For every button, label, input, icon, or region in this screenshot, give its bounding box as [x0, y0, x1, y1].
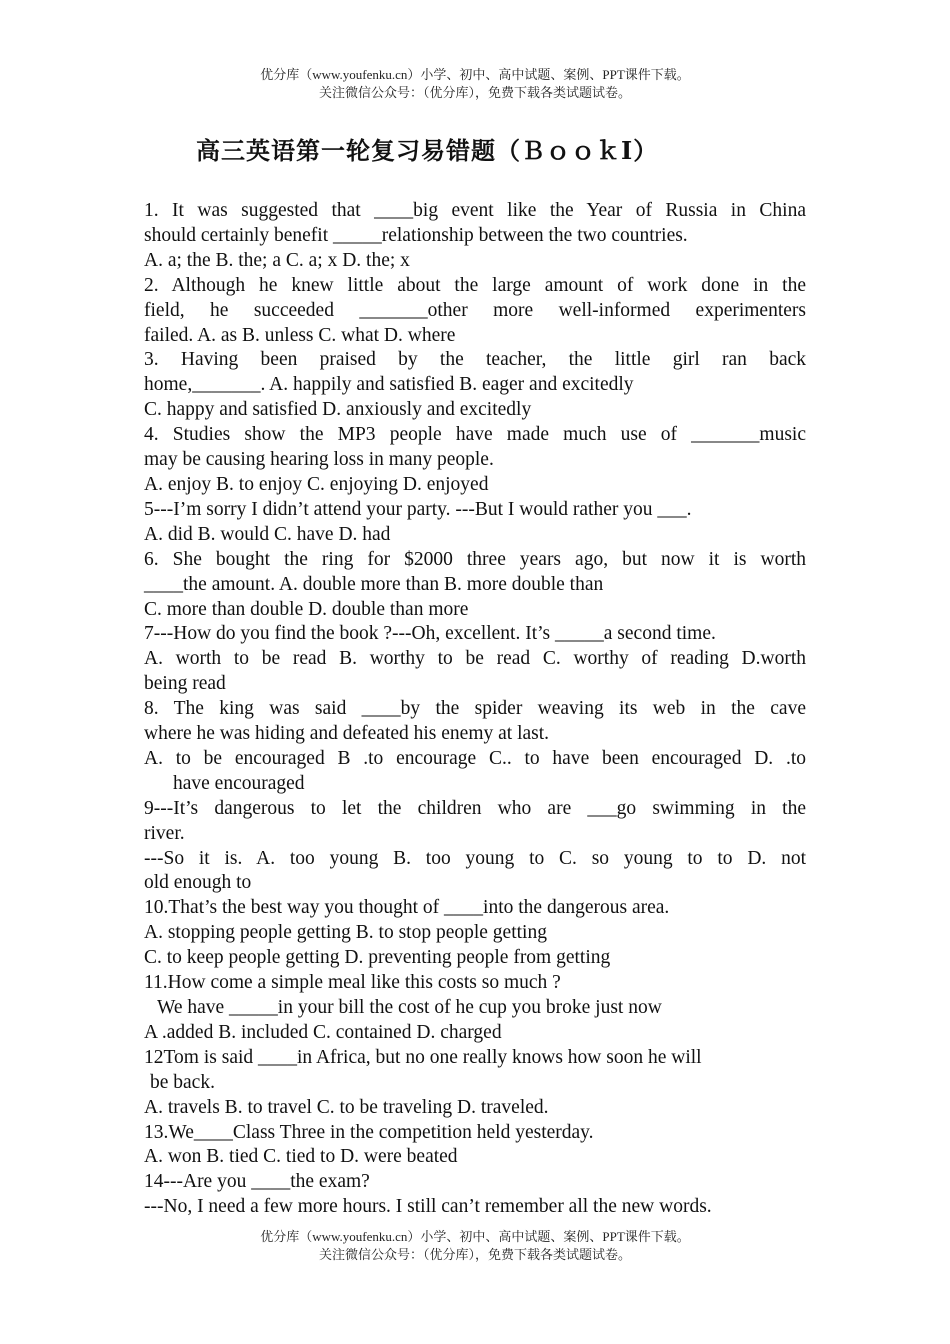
text-line: A. travels B. to travel C. to be traveling D. traveled. [144, 1096, 549, 1118]
header-line-1: 优分库（www.youfenku.cn）小学、初中、高中试题、案例、PPT课件下载。 [260, 67, 690, 82]
text-line: failed. A. as B. unless C. what D. where [144, 324, 456, 346]
footer-line-1: 优分库（www.youfenku.cn）小学、初中、高中试题、案例、PPT课件下载。 [260, 1229, 690, 1244]
text-line: 11.How come a simple meal like this costs so much ? [144, 972, 561, 994]
text-line: 8. The king was said ____by the spider weaving its web in the cave [144, 698, 806, 720]
text-line: field, he succeeded _______other more well-informed experimenters [144, 299, 806, 321]
text-line: A. to be encouraged B .to encourage C.. to have been encouraged D. .to [144, 747, 806, 769]
text-line: ____the amount. A. double more than B. more double than [144, 573, 604, 595]
text-line: A. won B. tied C. tied to D. were beated [144, 1146, 458, 1168]
document-title: 高三英语第一轮复习易错题（ＢｏｏｋⅠ） [196, 136, 659, 165]
text-line: 4. Studies show the MP3 people have made much use of _______music [144, 424, 806, 446]
question-body [144, 199, 806, 1220]
text-line: have encouraged [173, 772, 305, 794]
text-line: 6. She bought the ring for $2000 three years ago, but now it is worth [144, 548, 806, 570]
text-line: 12Tom is said ____in Africa, but no one really knows how soon he will [144, 1046, 702, 1068]
text-line: 14---Are you ____the exam? [144, 1171, 370, 1193]
text-line: C. happy and satisfied D. anxiously and excitedly [144, 399, 532, 421]
text-line: A. worth to be read B. worthy to be read C. worthy of reading D.worth [144, 648, 806, 670]
text-line: ---No, I need a few more hours. I still can’t remember all the new words. [144, 1196, 712, 1218]
text-line: A. stopping people getting B. to stop people getting [144, 922, 547, 944]
text-line: may be causing hearing loss in many people. [144, 449, 494, 471]
text-line: should certainly benefit _____relationship between the two countries. [144, 224, 688, 246]
text-line: 2. Although he knew little about the large amount of work done in the [144, 274, 806, 296]
text-line: C. more than double D. double than more [144, 598, 469, 620]
header-line-2: 关注微信公众号：（优分库），免费下载各类试题试卷。 [318, 85, 631, 100]
text-line: 5---I’m sorry I didn’t attend your party. ---But I would rather you ___. [144, 498, 692, 520]
text-line: 3. Having been praised by the teacher, the little girl ran back [144, 349, 806, 371]
text-line: home,_______. A. happily and satisfied B. eager and excitedly [144, 374, 634, 396]
text-line: where he was hiding and defeated his enemy at last. [144, 723, 550, 745]
text-line: A. enjoy B. to enjoy C. enjoying D. enjoyed [144, 473, 489, 495]
text-line: be back. [150, 1071, 215, 1093]
text-line: C. to keep people getting D. preventing people from getting [144, 947, 611, 969]
text-line: old enough to [144, 872, 252, 894]
text-line: A. did B. would C. have D. had [144, 523, 391, 545]
text-line: ---So it is. A. too young B. too young to C. so young to to D. not [144, 847, 806, 869]
footer-line-2: 关注微信公众号：（优分库），免费下载各类试题试卷。 [318, 1247, 631, 1262]
text-line: 10.That’s the best way you thought of ____into the dangerous area. [144, 897, 670, 919]
text-line: A. a; the B. the; a C. a; x D. the; x [144, 249, 410, 271]
page-header [0, 66, 950, 102]
text-line: 7---How do you find the book ?---Oh, excellent. It’s _____a second time. [144, 623, 716, 645]
text-line: 13.We____Class Three in the competition held yesterday. [144, 1121, 594, 1143]
text-line: 9---It’s dangerous to let the children who are ___go swimming in the [144, 797, 806, 819]
text-line: river. [144, 822, 185, 844]
text-line: 1. It was suggested that ____big event like the Year of Russia in China [144, 200, 806, 221]
page-footer [0, 1228, 950, 1264]
text-line: A .added B. included C. contained D. charged [144, 1021, 502, 1043]
text-line: being read [144, 673, 226, 695]
text-line: We have _____in your bill the cost of he cup you broke just now [157, 997, 662, 1018]
